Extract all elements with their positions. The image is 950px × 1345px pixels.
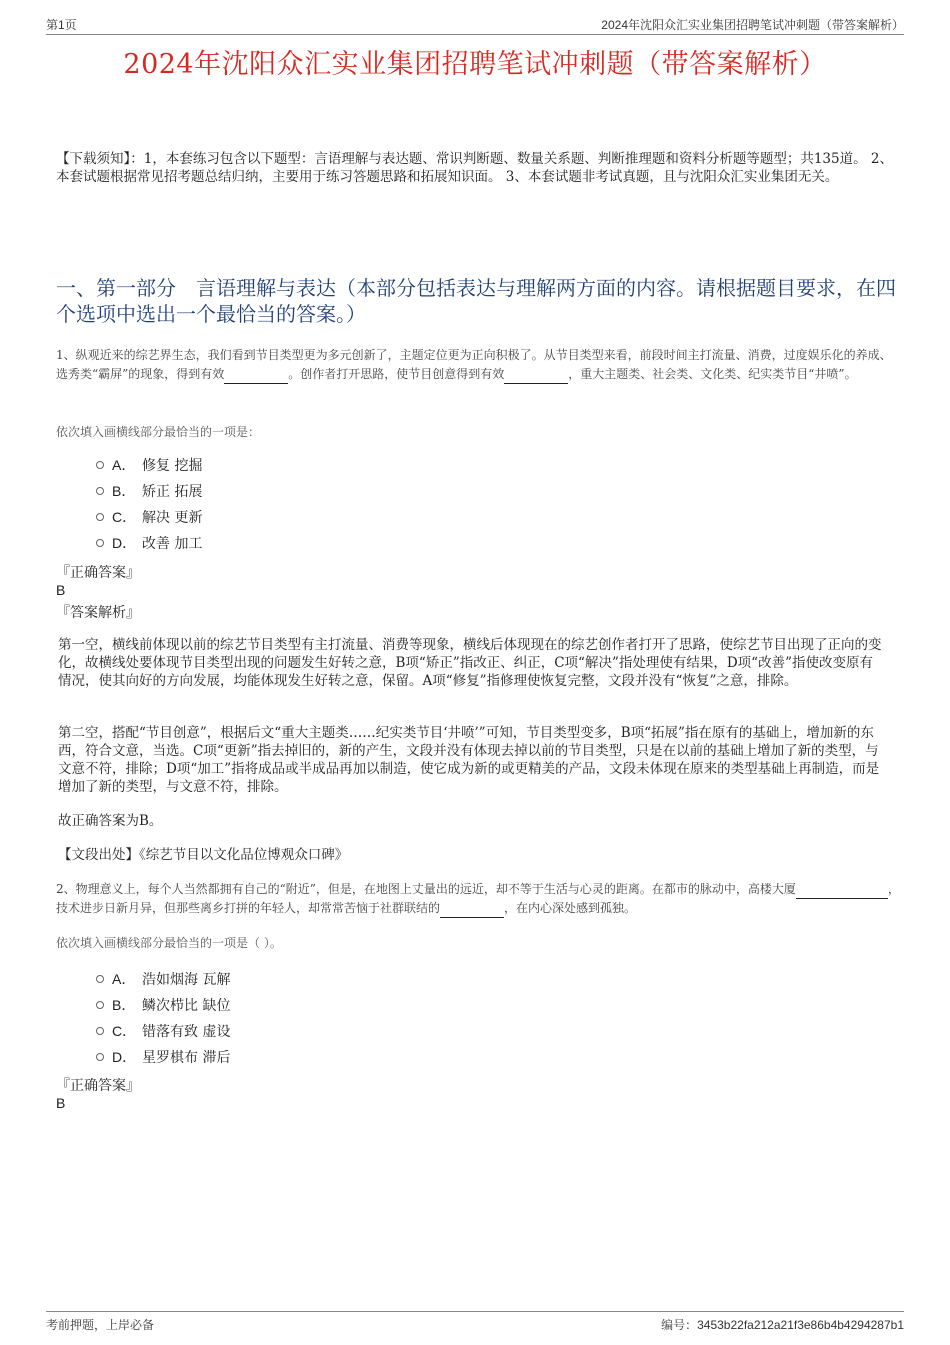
answer-label: 『正确答案』 — [56, 1078, 140, 1094]
option-d[interactable]: D． 星罗棋布 滞后 — [96, 1044, 230, 1070]
option-c[interactable]: C． 错落有致 虚设 — [96, 1018, 230, 1044]
question-1-text-c: ，重大主题类、社会类、文化类、纪实类节目“井喷”。 — [568, 367, 857, 381]
question-2-text-b: ，技术进步日新月异，但那些离乡打拼的年轻人，却常常苦恼于社群联结的 — [56, 882, 900, 915]
question-2-text-c: ，在内心深处感到孤独。 — [504, 901, 637, 915]
option-c[interactable]: C． 解决 更新 — [96, 504, 202, 530]
footer-code: 编号：3453b22fa212a21f3e86b4b4294287b1 — [661, 1318, 904, 1332]
question-1-text-a: 1、纵观近来的综艺界生态，我们看到节目类型更为多元创新了，主题定位更为正向积极了。从节目类型来看，前段时间主打流量、消费，过度娱乐化的养成、选秀类“霸屏”的现象，得到有效 — [56, 348, 892, 381]
radio-icon[interactable] — [96, 461, 104, 469]
page-header — [46, 14, 904, 35]
option-a[interactable]: A． 浩如烟海 瓦解 — [96, 966, 230, 992]
answer-label: 『正确答案』 — [56, 565, 140, 581]
radio-icon[interactable] — [96, 487, 104, 495]
download-notice: 【下载须知】：1，本套练习包含以下题型：言语理解与表达题、常识判断题、数量关系题、判断推理题和资料分析题等题型；共135道。 2、本套试题根据常见招考题总结归纳，主要用于练习答题思路和拓展知识面。 3、本套试题非考试真题，且与沈阳众汇实业集团无关。 — [56, 151, 893, 185]
question-1-stem — [56, 346, 900, 384]
section-heading: 一、第一部分 言语理解与表达（本部分包括表达与理解两方面的内容。请根据题目要求，在四个选项中选出一个最恰当的答案。） — [56, 276, 896, 326]
analysis-paragraph-1: 第一空，横线前体现以前的综艺节目类型有主打流量、消费等现象，横线后体现现在的综艺创作者打开了思路，使综艺节目出现了正向的变化，故横线处要体现节目类型出现的问题发生好转之意，B项“矫正”指改正、纠正，C项“解决”指处理使有结果，D项“改善”指使改变原有情况，使其向好的方向发展，均能体现发生好转之意，保留。A项“修复”指修理使恢复完整，文段并没有“恢复”之意，排除。 — [58, 637, 882, 689]
option-a[interactable]: A． 修复 挖掘 — [96, 452, 202, 478]
question-2-stem — [56, 880, 900, 918]
question-1-blank-1 — [224, 369, 288, 384]
question-1-blank-2 — [504, 369, 568, 384]
radio-icon[interactable] — [96, 513, 104, 521]
radio-icon[interactable] — [96, 1053, 104, 1061]
question-2-options — [96, 966, 230, 1070]
question-2-hint: 依次填入画横线部分最恰当的一项是（ ）。 — [56, 936, 282, 950]
question-2-blank-1 — [796, 884, 888, 899]
option-b[interactable]: B． 矫正 拓展 — [96, 478, 202, 504]
question-2-text-a: 2、物理意义上，每个人当然都拥有自己的“附近”，但是，在地图上丈量出的远近，却不等于生活与心灵的距离。在都市的脉动中，高楼大厦 — [56, 882, 796, 896]
question-1-text-b: 。创作者打开思路，使节目创意得到有效 — [288, 367, 505, 381]
page-number: 第1页 — [46, 18, 77, 32]
answer-value: B — [56, 582, 66, 598]
radio-icon[interactable] — [96, 1001, 104, 1009]
analysis-paragraph-2: 第二空，搭配“节目创意”，根据后文“重大主题类……纪实类节目‘井喷’”可知，节目类型变多，B项“拓展”指在原有的基础上，增加新的东西，符合文意，当选。C项“更新”指去掉旧的，新的产生，文段并没有体现去掉以前的节目类型，只是在以前的基础上增加了新的类型，与文意不符，排除；D项“加工”指将成品或半成品再加以制造，使它成为新的或更精美的产品，文段未体现在原来的类型基础上再制造，而是增加了新的类型，与文意不符，排除。 — [58, 725, 880, 795]
radio-icon[interactable] — [96, 1027, 104, 1035]
question-1-hint: 依次填入画横线部分最恰当的一项是： — [56, 425, 261, 439]
option-d[interactable]: D． 改善 加工 — [96, 530, 202, 556]
document-title: 2024年沈阳众汇实业集团招聘笔试冲刺题（带答案解析） — [123, 49, 827, 80]
analysis-label: 『答案解析』 — [56, 605, 140, 621]
conclusion: 故正确答案为B。 — [58, 813, 163, 829]
footer-slogan: 考前押题，上岸必备 — [46, 1318, 155, 1332]
question-2-blank-2 — [440, 903, 504, 918]
answer-value: B — [56, 1095, 66, 1111]
source: 【文段出处】《综艺节目以文化品位博观众口碑》 — [58, 847, 349, 863]
radio-icon[interactable] — [96, 539, 104, 547]
option-b[interactable]: B． 鳞次栉比 缺位 — [96, 992, 230, 1018]
question-1-options — [96, 452, 202, 556]
radio-icon[interactable] — [96, 975, 104, 983]
header-title: 2024年沈阳众汇实业集团招聘笔试冲刺题（带答案解析） — [601, 18, 904, 32]
page-footer — [46, 1311, 904, 1334]
